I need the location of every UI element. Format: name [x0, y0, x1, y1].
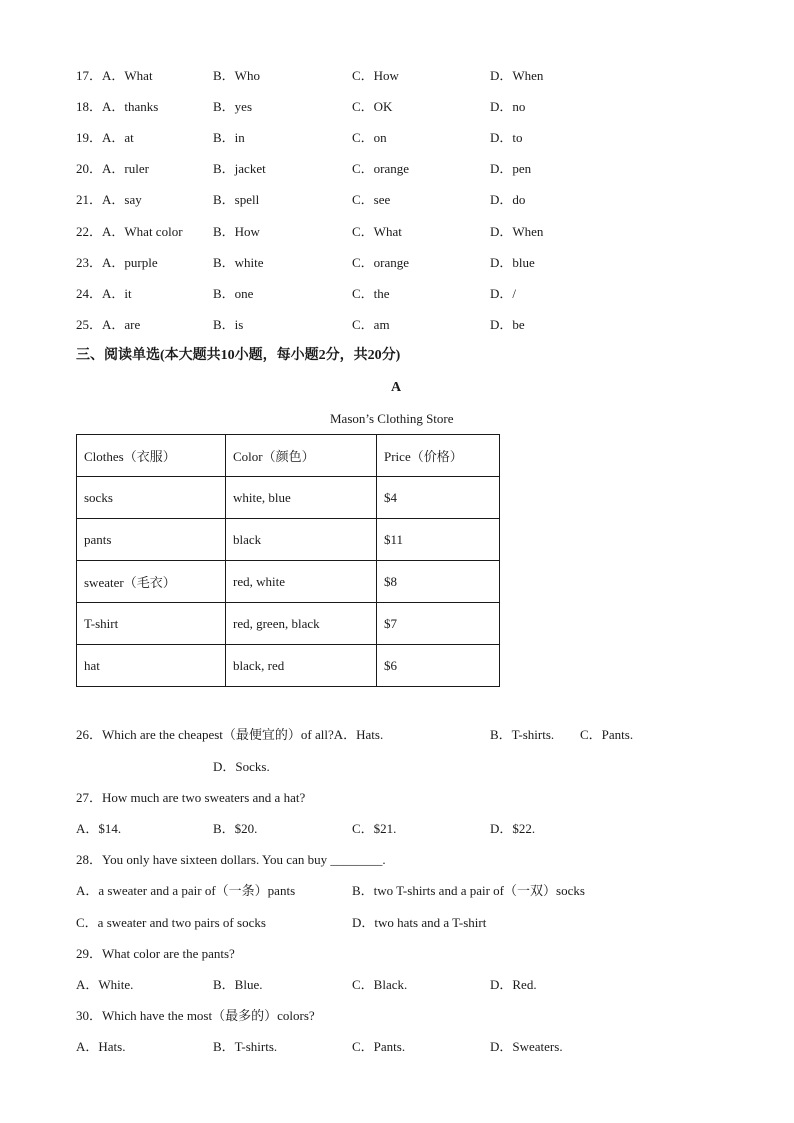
option-b: B．$20.: [213, 821, 258, 836]
option-d: D．Red.: [490, 977, 537, 992]
question-stem: 30．Which have the most（最多的）colors?: [76, 1008, 315, 1023]
option-a: 18．A．thanks: [76, 99, 159, 114]
option-c: C．Black.: [352, 977, 408, 992]
option-c: C．OK: [352, 99, 393, 114]
option-a: A．White.: [76, 977, 134, 992]
option-a: 20．A．ruler: [76, 161, 149, 176]
option-b: B．T-shirts.: [213, 1039, 278, 1054]
table-header-row: [77, 435, 500, 477]
option-d: D．When: [490, 224, 544, 239]
option-d: D．two hats and a T-shirt: [352, 915, 487, 930]
table-cell: $6: [377, 645, 500, 687]
section-title: 三、阅读单选(本大题共10小题，每小题2分，共20分): [76, 348, 401, 363]
option-c: C．see: [352, 192, 391, 207]
option-c: C．Pants.: [580, 727, 634, 742]
clothing-price-table: [76, 434, 500, 687]
option-d: D．to: [490, 130, 523, 145]
option-c: C．How: [352, 68, 399, 83]
option-a: A．Hats.: [76, 1039, 126, 1054]
table-header-cell: Color（颜色）: [226, 435, 377, 477]
option-d: D．When: [490, 68, 544, 83]
table-cell: red, green, black: [226, 603, 377, 645]
question-stem: 29．What color are the pants?: [76, 946, 235, 961]
option-d: D．Sweaters.: [490, 1039, 563, 1054]
option-b: B．Blue.: [213, 977, 263, 992]
table-row: [77, 603, 500, 645]
store-title: Mason’s Clothing Store: [330, 411, 454, 426]
table-row: [77, 477, 500, 519]
option-c: C．$21.: [352, 821, 397, 836]
table-cell: socks: [77, 477, 226, 519]
option-b: B．one: [213, 286, 254, 301]
table-cell: red, white: [226, 561, 377, 603]
table-cell: $7: [377, 603, 500, 645]
option-a: 19．A．at: [76, 130, 134, 145]
table-row: [77, 519, 500, 561]
table-cell: T-shirt: [77, 603, 226, 645]
passage-letter: A: [391, 380, 402, 395]
option-d: D．pen: [490, 161, 532, 176]
table-header-cell: Clothes（衣服）: [77, 435, 226, 477]
table-cell: $4: [377, 477, 500, 519]
option-b: B．jacket: [213, 161, 266, 176]
option-c: C．the: [352, 286, 390, 301]
option-d: D．blue: [490, 255, 535, 270]
option-a: A．a sweater and a pair of（一条）pants: [76, 883, 296, 898]
option-a: 21．A．say: [76, 192, 142, 207]
option-d: D．Socks.: [213, 759, 270, 774]
option-b: B．yes: [213, 99, 253, 114]
option-c: C．orange: [352, 255, 410, 270]
table-cell: white, blue: [226, 477, 377, 519]
option-a: A．$14.: [76, 821, 122, 836]
option-b: B．How: [213, 224, 260, 239]
option-a: 22．A．What color: [76, 224, 183, 239]
option-a: 24．A．it: [76, 286, 132, 301]
option-b: B．spell: [213, 192, 260, 207]
table-row: [77, 561, 500, 603]
option-c: C．am: [352, 317, 390, 332]
option-b: B．in: [213, 130, 245, 145]
option-c: C．What: [352, 224, 402, 239]
option-a: 17．A．What: [76, 68, 153, 83]
option-d: D．do: [490, 192, 526, 207]
option-a: 23．A．purple: [76, 255, 158, 270]
option-c: C．orange: [352, 161, 410, 176]
option-d: D．/: [490, 286, 517, 301]
option-c: C．a sweater and two pairs of socks: [76, 915, 266, 930]
table-cell: $8: [377, 561, 500, 603]
option-b: B．Who: [213, 68, 260, 83]
question-stem: 27．How much are two sweaters and a hat?: [76, 790, 306, 805]
table-cell: black: [226, 519, 377, 561]
table-cell: hat: [77, 645, 226, 687]
option-d: D．be: [490, 317, 525, 332]
table-cell: pants: [77, 519, 226, 561]
question-stem: 28．You only have sixteen dollars. You can buy ________.: [76, 852, 386, 867]
table-header-cell: Price（价格）: [377, 435, 500, 477]
option-b: B．white: [213, 255, 264, 270]
option-c: C．Pants.: [352, 1039, 406, 1054]
option-d: D．$22.: [490, 821, 536, 836]
table-cell: black, red: [226, 645, 377, 687]
question-stem: 26．Which are the cheapest（最便宜的）of all?A．Hats.: [76, 727, 384, 742]
option-a: 25．A．are: [76, 317, 141, 332]
table-row: [77, 645, 500, 687]
option-b: B．is: [213, 317, 244, 332]
option-d: D．no: [490, 99, 526, 114]
option-b: B．T-shirts.: [490, 727, 555, 742]
option-c: C．on: [352, 130, 387, 145]
table-cell: sweater（毛衣）: [77, 561, 226, 603]
table-cell: $11: [377, 519, 500, 561]
option-b: B．two T-shirts and a pair of（一双）socks: [352, 883, 585, 898]
